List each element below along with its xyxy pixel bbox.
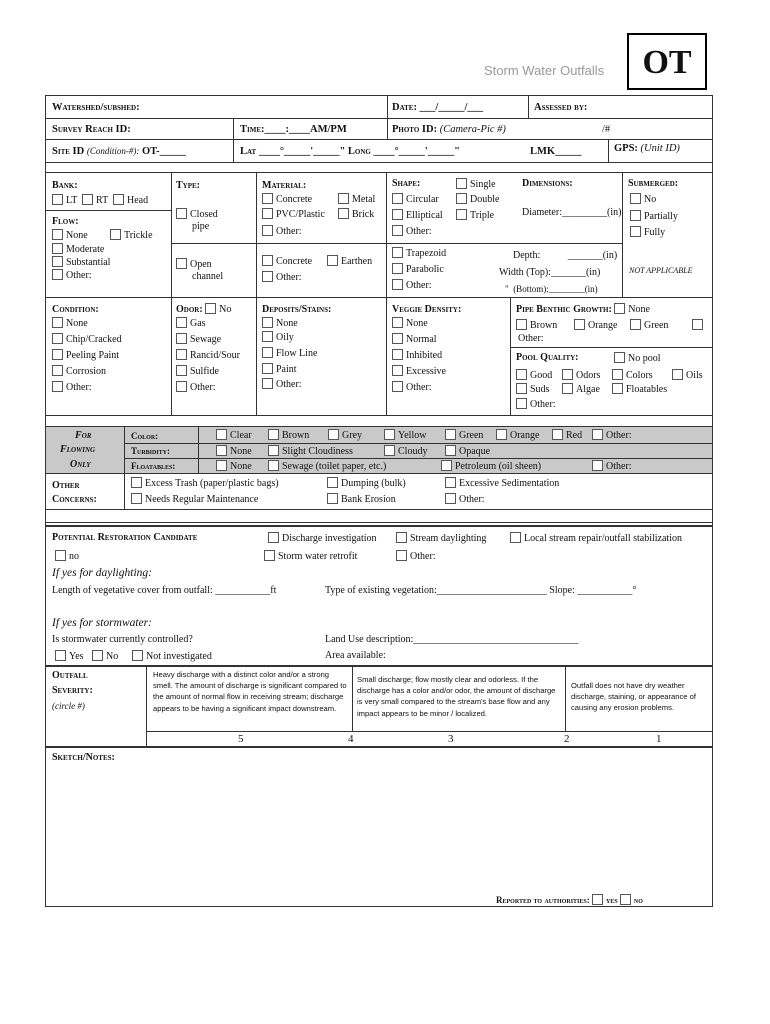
benthic-other[interactable]: Other: <box>518 333 544 344</box>
restoration-local[interactable]: Local stream repair/outfall stabilization <box>510 532 682 544</box>
deposits-other[interactable]: Other: <box>262 378 302 390</box>
width-bottom-field[interactable]: " (Bottom):________(in) <box>505 284 598 294</box>
controlled-question: Is stormwater currently controlled? <box>52 634 193 645</box>
odor-gas[interactable]: Gas <box>176 317 206 329</box>
material-other2[interactable]: Other: <box>262 271 302 283</box>
if-daylighting: If yes for daylighting: <box>52 567 152 579</box>
condition-none[interactable]: None <box>52 317 88 329</box>
color-brown[interactable]: Brown <box>268 429 309 441</box>
condition-chip[interactable]: Chip/Cracked <box>52 333 122 345</box>
benthic-title-row: Pipe Benthic Growth: None <box>516 304 650 315</box>
restoration-discharge[interactable]: Discharge investigation <box>268 532 377 544</box>
benthic-green[interactable]: Green <box>630 319 668 331</box>
severity-2[interactable]: 2 <box>564 733 570 745</box>
benthic-extra[interactable] <box>692 319 706 331</box>
odor-rancid[interactable]: Rancid/Sour <box>176 349 240 361</box>
odor-other[interactable]: Other: <box>176 381 216 393</box>
flow-trickle[interactable]: Trickle <box>110 229 153 241</box>
type-channel-label: channel <box>192 271 224 282</box>
bank-lt-checkbox <box>52 194 63 205</box>
color-label: Color: <box>131 431 159 441</box>
gps-field[interactable]: GPS: (Unit ID) <box>614 143 680 154</box>
type-title: Type: <box>176 180 200 191</box>
flowing-l1: For <box>75 430 92 441</box>
turbidity-cloudy[interactable]: Cloudy <box>384 445 427 457</box>
concerns-l2: Concerns: <box>52 494 97 505</box>
condition-other[interactable]: Other: <box>52 381 92 393</box>
condition-title: Condition: <box>52 304 99 315</box>
assessed-by-field[interactable]: Assessed by: <box>534 102 588 113</box>
reported-no-checkbox[interactable] <box>620 894 631 905</box>
deposits-title: Deposits/Stains: <box>262 304 332 315</box>
veggie-inhibited[interactable]: Inhibited <box>392 349 442 361</box>
severity-1[interactable]: 1 <box>656 733 662 745</box>
floatables-sewage[interactable]: Sewage (toilet paper, etc.) <box>268 460 386 472</box>
submerged-na: NOT APPLICABLE <box>629 266 693 275</box>
condition-peeling[interactable]: Peeling Paint <box>52 349 119 361</box>
submerged-title: Submerged: <box>628 178 679 189</box>
color-orange[interactable]: Orange <box>496 429 539 441</box>
severity-l1: Outfall <box>52 670 88 681</box>
floatables-label: Floatables: <box>131 461 176 471</box>
shape-parabolic[interactable]: Parabolic <box>392 263 444 275</box>
material-other1[interactable]: Other: <box>262 225 302 237</box>
controlled-no[interactable]: No <box>92 650 118 662</box>
date-field[interactable]: Date: ___/_____/___ <box>392 102 484 113</box>
form-code-box: OT <box>627 33 707 90</box>
turbidity-none[interactable]: None <box>216 445 252 457</box>
material-pvc[interactable]: PVC/Plastic <box>262 208 325 220</box>
type-open[interactable]: Open <box>176 258 212 270</box>
severity-5[interactable]: 5 <box>238 733 244 745</box>
pool-colors[interactable]: Colors <box>612 369 653 381</box>
floatables-petroleum[interactable]: Petroleum (oil sheen) <box>441 460 541 472</box>
shape-title: Shape: <box>392 178 421 189</box>
severity-4[interactable]: 4 <box>348 733 354 745</box>
form-title: Storm Water Outfalls <box>484 63 605 78</box>
concern-dumping[interactable]: Dumping (bulk) <box>327 477 406 489</box>
diameter-field[interactable]: Diameter:_________(in) <box>522 207 622 218</box>
concern-maintenance[interactable]: Needs Regular Maintenance <box>131 493 258 505</box>
shape-triple[interactable]: Triple <box>456 209 494 221</box>
width-top-field[interactable]: Width (Top):_______(in) <box>499 267 601 278</box>
material-metal[interactable]: Metal <box>338 193 375 205</box>
floatables-other[interactable]: Other: <box>592 460 632 472</box>
bank-lt[interactable]: LT <box>52 194 77 206</box>
restoration-no[interactable]: no <box>55 550 79 562</box>
pool-good[interactable]: Good <box>516 369 552 381</box>
bank-head-checkbox <box>113 194 124 205</box>
reported-row: Reported to authorities: yes no <box>496 895 643 905</box>
severity-none-desc: Outfall does not have dry weather discharge, staining, or appearance of causing any erosion problems. <box>571 681 696 713</box>
veg-type-field[interactable]: Type of existing vegetation:______________________ Slope: ___________° <box>325 585 637 596</box>
shape-single[interactable]: Single <box>456 178 496 190</box>
restoration-retrofit[interactable]: Storm water retrofit <box>264 550 357 562</box>
pool-algae[interactable]: Algae <box>562 383 600 395</box>
pool-suds[interactable]: Suds <box>516 383 549 395</box>
submerged-fully[interactable]: Fully <box>630 226 665 238</box>
restoration-daylighting[interactable]: Stream daylighting <box>396 532 486 544</box>
if-stormwater: If yes for stormwater: <box>52 617 152 629</box>
concerns-l1: Other <box>52 480 80 491</box>
turbidity-opaque[interactable]: Opaque <box>445 445 490 457</box>
controlled-yes[interactable]: Yes <box>55 650 84 662</box>
shape-other2[interactable]: Other: <box>392 279 432 291</box>
depth-field[interactable]: Depth: _______(in) <box>513 250 618 261</box>
survey-reach-field[interactable]: Survey Reach ID: <box>52 124 131 135</box>
pool-floatables[interactable]: Floatables <box>612 383 667 395</box>
material-concrete[interactable]: Concrete <box>262 193 312 205</box>
benthic-none-checkbox[interactable] <box>614 303 625 314</box>
flowing-l2: Flowing <box>60 444 96 455</box>
deposits-paint[interactable]: Paint <box>262 363 297 375</box>
flow-moderate[interactable]: Moderate <box>52 243 104 255</box>
restoration-other[interactable]: Other: <box>396 550 436 562</box>
benthic-brown[interactable]: Brown <box>516 319 557 331</box>
photo-hash: /# <box>602 124 611 135</box>
shape-other1[interactable]: Other: <box>392 225 432 237</box>
pool-oils[interactable]: Oils <box>672 369 703 381</box>
bank-rt[interactable]: RT <box>82 194 108 206</box>
severity-3[interactable]: 3 <box>448 733 454 745</box>
controlled-not-investigated[interactable]: Not investigated <box>132 650 212 662</box>
severity-small-desc: Small discharge; flow mostly clear and odorless. If the discharge has a color and/or odor, the amount of discharge is very small compared to the stream's base flow and any impact appears to be minor / localized. <box>357 675 556 718</box>
dimensions-title: Dimensions: <box>522 178 573 189</box>
shape-trapezoid[interactable]: Trapezoid <box>392 247 446 259</box>
flow-substantial[interactable]: Substantial <box>52 256 110 268</box>
veg-length-field[interactable]: Length of vegetative cover from outfall: ___________ft <box>52 585 277 596</box>
bank-title: Bank: <box>52 180 78 191</box>
land-use-field[interactable]: Land Use description:_________________________________ <box>325 634 579 645</box>
flow-other[interactable]: Other: <box>52 269 92 281</box>
color-green[interactable]: Green <box>445 429 483 441</box>
pool-title: Pool Quality: <box>516 352 579 363</box>
type-pipe-label: pipe <box>192 221 210 232</box>
veggie-other[interactable]: Other: <box>392 381 432 393</box>
material-title: Material: <box>262 180 307 191</box>
veggie-excessive[interactable]: Excessive <box>392 365 446 377</box>
deposits-flowline[interactable]: Flow Line <box>262 347 317 359</box>
deposits-none[interactable]: None <box>262 317 298 329</box>
site-id-field[interactable]: Site ID (Condition-#): OT-_____ <box>52 146 186 157</box>
odor-sulfide[interactable]: Sulfide <box>176 365 219 377</box>
submerged-no[interactable]: No <box>630 193 656 205</box>
lat-long-field[interactable]: Lat ____°_____'_____" Long ____°_____'_____" <box>240 146 460 157</box>
reported-yes-checkbox[interactable] <box>592 894 603 905</box>
odor-sewage[interactable]: Sewage <box>176 333 221 345</box>
flowing-l3: Only <box>70 459 91 470</box>
area-available-field[interactable]: Area available: <box>325 650 386 661</box>
concern-erosion[interactable]: Bank Erosion <box>327 493 396 505</box>
color-other[interactable]: Other: <box>592 429 632 441</box>
lmk-field[interactable]: LMK_____ <box>530 146 582 157</box>
flow-none[interactable]: None <box>52 229 88 241</box>
deposits-oily[interactable]: Oily <box>262 331 294 343</box>
shape-elliptical[interactable]: Elliptical <box>392 209 443 221</box>
severity-l3: (circle #) <box>52 701 85 711</box>
concern-sedimentation[interactable]: Excessive Sedimentation <box>445 477 559 489</box>
color-clear[interactable]: Clear <box>216 429 252 441</box>
watershed-label: Watershed/subshed: <box>52 102 140 113</box>
material-brick[interactable]: Brick <box>338 208 374 220</box>
benthic-orange[interactable]: Orange <box>574 319 617 331</box>
pool-odors[interactable]: Odors <box>562 369 600 381</box>
material-concrete2[interactable]: Concrete <box>262 255 312 267</box>
floatables-none[interactable]: None <box>216 460 252 472</box>
notes-area[interactable] <box>47 768 711 890</box>
material-earthen[interactable]: Earthen <box>327 255 372 267</box>
odor-no-checkbox[interactable] <box>205 303 216 314</box>
notes-title: Sketch/Notes: <box>52 752 115 763</box>
pool-no-pool[interactable]: No pool <box>614 352 661 364</box>
veggie-title: Veggie Density: <box>392 304 462 315</box>
concern-trash[interactable]: Excess Trash (paper/plastic bags) <box>131 477 279 489</box>
flow-title: Flow: <box>52 216 79 227</box>
turbidity-label: Turbidity: <box>131 446 171 456</box>
color-red[interactable]: Red <box>552 429 582 441</box>
concern-other[interactable]: Other: <box>445 493 485 505</box>
severity-high-desc: Heavy discharge with a distinct color and/or a strong smell. The amount of discharge is significant compared to the amount of normal flow in receiving stream; discharge appears to be having a significant impact downstream. <box>153 670 347 713</box>
pool-other[interactable]: Other: <box>516 398 556 410</box>
color-yellow[interactable]: Yellow <box>384 429 426 441</box>
submerged-partially[interactable]: Partially <box>630 210 678 222</box>
photo-id-field[interactable]: Photo ID: (Camera-Pic #) <box>392 124 506 135</box>
shape-circular[interactable]: Circular <box>392 193 439 205</box>
type-closed[interactable]: Closed <box>176 208 218 220</box>
color-grey[interactable]: Grey <box>328 429 362 441</box>
turbidity-slight[interactable]: Slight Cloudiness <box>268 445 353 457</box>
severity-l2: Severity: <box>52 685 93 696</box>
veggie-normal[interactable]: Normal <box>392 333 437 345</box>
veggie-none[interactable]: None <box>392 317 428 329</box>
restoration-title: Potential Restoration Candidate <box>52 532 198 543</box>
odor-title-row: Odor: No <box>176 304 232 315</box>
condition-corrosion[interactable]: Corrosion <box>52 365 106 377</box>
bank-rt-checkbox <box>82 194 93 205</box>
bank-head[interactable]: Head <box>113 194 148 206</box>
time-field[interactable]: Time:____:____AM/PM <box>240 124 347 135</box>
shape-double[interactable]: Double <box>456 193 499 205</box>
